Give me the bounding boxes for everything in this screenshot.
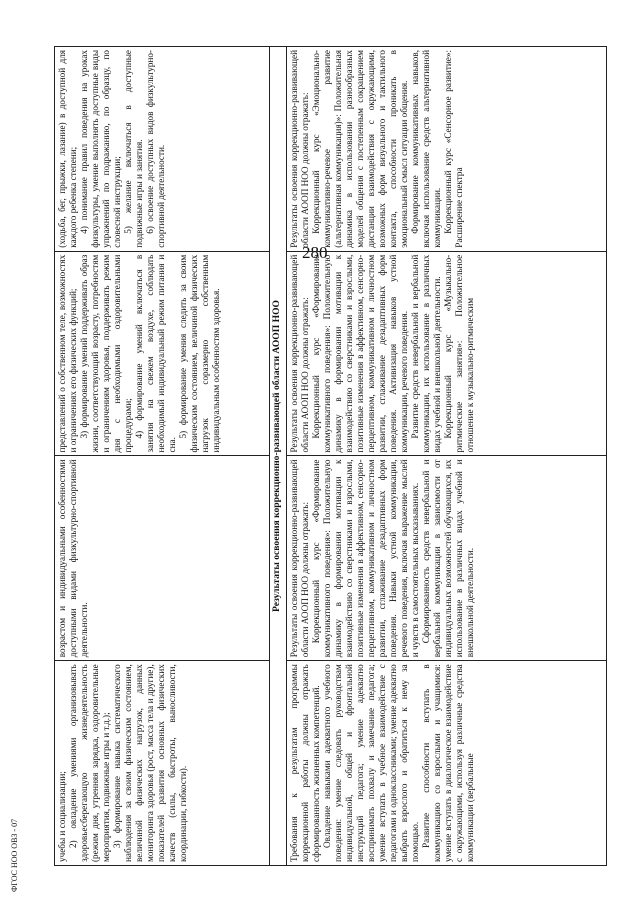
table-cell: учебы и социализации; 2) овладение умениями организовывать здоровьесберегающую жизнедеятельность (режим дня, утренняя зарядка, оздоровительные мероприятия, подвижные игры и т.д.); 3) формирование навыка систематического наблюдения за своим физическим состоянием, величиной физических нагрузок, данных мониторинга здоровья (рост, масса тела и другие), показателей развития основных физических качеств (силы, быстроты, выносливости, координации, гибкости). [55, 661, 270, 866]
rotated-table-page [54, 46, 599, 866]
table-cell: Требования к результатам программы коррекционной работы должны отражать сформированность жизненных компетенций. Овладение навыками адекватного учебного поведения: умение следовать руководствам индивидуальной, общей и фронтальной инструкций педагога; умение адекватно воспринимать похвалу и замечание педагога; умение вступать в учебное взаимодействие с педагогами и одноклассниками; умение адекватно выбрать взрослого и обратиться к нему за помощью. Развитие способности вступать в коммуникацию со взрослыми и учащимися: умение вступать в диалогическое взаимодействие с окружающими, используя различные средства коммуникации (вербальные [287, 661, 607, 866]
footer-label: ФГОС НОО ОВЗ - 07 [10, 818, 19, 892]
table-row [55, 47, 270, 866]
section-row [270, 47, 287, 866]
table-cell: Результаты освоения коррекционно-развивающей области АООП НОО должны отражать: Коррекционный курс «Эмоционально-коммуникативно-речевое развитие (альтернативная коммуникация)»: Положительная динамика в использовании разнообразных моделей общения с постепенным сокращением дистанции взаимодействия с окружающими, возможных форм визуального и тактильного контакта, способности проникать в эмоциональный смысл ситуации общения. Формирование коммуникативных навыков, включая использование средств альтернативной коммуникации. Коррекционный курс «Сенсорное развитие»: Расширение спектра [287, 47, 607, 252]
table-cell: представлений о собственном теле, возможностях и ограничениях его физических функций; 3) формирование умений поддерживать образ жизни, соответствующий возрасту, потребностям и ограничениям здоровья, поддерживать режим дня с необходимыми оздоровительными процедурами; 4) формирование умений включаться в занятия на свежем воздухе, соблюдать необходимый индивидуальный режим питания и сна. 5) формирование умения следить за своим физическим состоянием, величиной физических нагрузок соразмерно собственным индивидуальным особенностям здоровья. [55, 251, 270, 456]
table-cell: возрастом и индивидуальными особенностями доступными видами физкультурно-спортивной деятельности. [55, 456, 270, 661]
table-cell: Результаты освоения коррекционно-развивающей области АООП НОО должны отражать: Коррекционный курс «Формирование коммуникативного поведения»: Положительную динамику в формировании мотивации к взаимодействию со сверстниками и взрослыми, позитивные изменения в аффективном, сенсорно-перцептивном, коммуникативном и личностном развитии, сглаживание дезадаптивных форм поведения. Навыки устной коммуникации, речевого поведения, включая выражение мыслей и чувств в самостоятельных высказываниях. Сформированность средств невербальной и вербальной коммуникации в зависимости от индивидуальных возможностей обучающихся, их использование в различных видах учебной и внешкольной деятельности. [287, 456, 607, 661]
section-title: Результаты освоения коррекционно-развивающей области АООП НОО [270, 47, 287, 866]
table-cell: (ходьба, бег, прыжки, лазание) в доступной для каждого ребенка степени; 4) понимание правил поведения на уроках физкультуры, умение выполнять доступные виды упражнений по подражанию, по образцу, по словесной инструкции; 5) желание включаться в доступные подвижные игры и занятия. 6) освоение доступных видов физкультурно-спортивной деятельности. [55, 47, 270, 252]
page-number: 280 [302, 243, 328, 262]
requirements-table [54, 46, 607, 866]
table-cell: Результаты освоения коррекционно-развивающей области АООП НОО должны отражать: Коррекционный курс «Формирование коммуникативного поведения»: Положительную динамику в формировании мотивации к взаимодействию со сверстниками и взрослыми, позитивные изменения в аффективном, сенсорно-перцептивном, коммуникативном и личностном развитии, сглаживание дезадаптивных форм поведения. Активизация навыков устной коммуникации, речевого поведения. Развитие средств невербальной и вербальной коммуникации, их использование в различных видах учебной и внешкольной деятельности. Коррекционный курс «Музыкально-ритмические занятия»: Положительное отношение к музыкально-ритмическим [287, 251, 607, 456]
table-row [287, 47, 607, 866]
